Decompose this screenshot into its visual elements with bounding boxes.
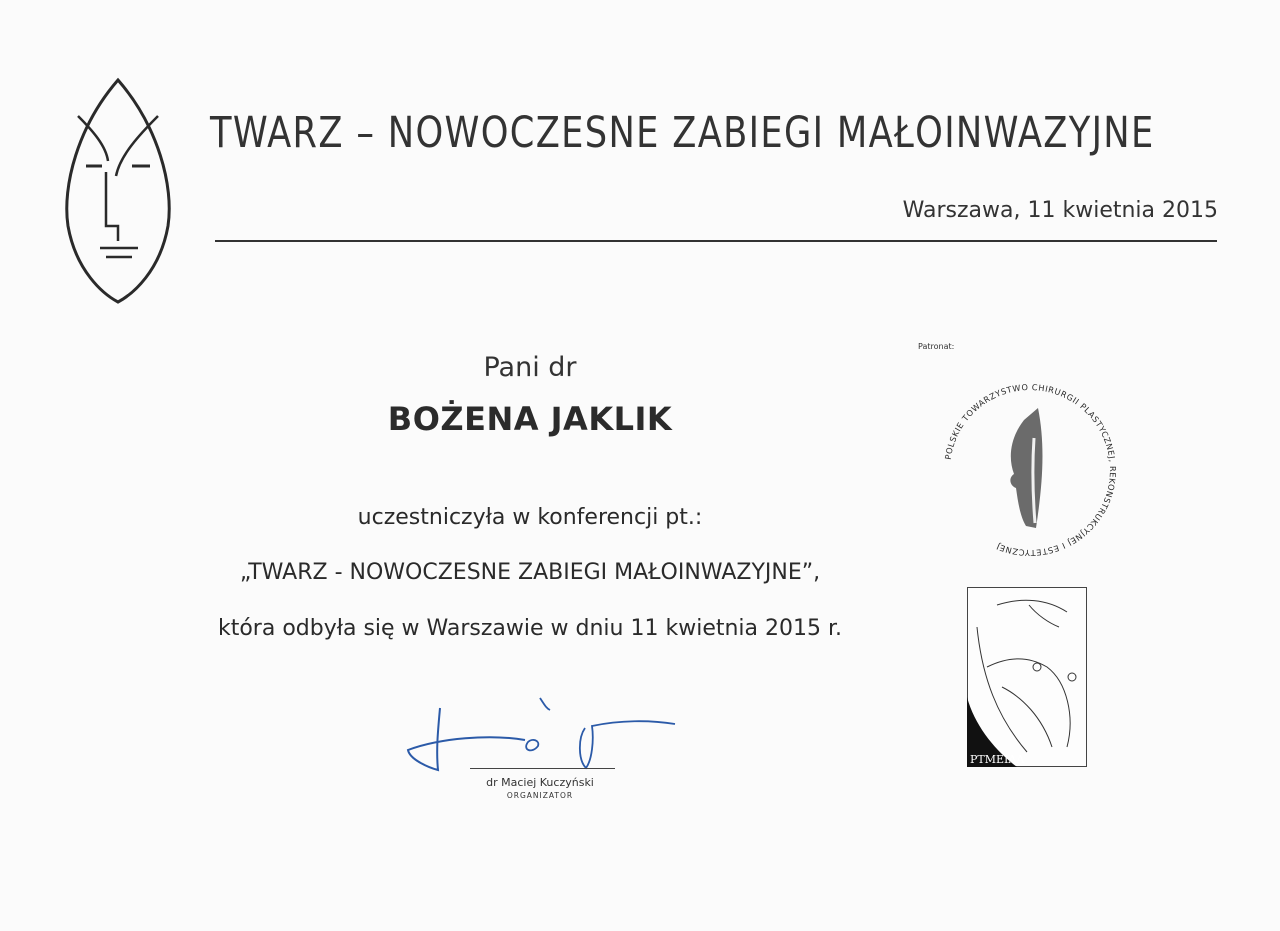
svg-text:PTMEIAA: PTMEIAA bbox=[970, 753, 1025, 766]
svg-text:POLSKIE TOWARZYSTWO CHIRURGII: POLSKIE TOWARZYSTWO CHIRURGII PLASTYCZNEJ, REKONSTRUKCYJNEJ I ESTETYCZNEJ bbox=[942, 381, 1119, 559]
ptmeiaa-figure-icon bbox=[967, 587, 1087, 767]
participation-statement: uczestniczyła w konferencji pt.: bbox=[357, 505, 703, 530]
recipient-name: BOŻENA JAKLIK bbox=[387, 400, 673, 438]
event-title: TWARZ – NOWOCZESNE ZABIEGI MAŁOINWAZYJNE bbox=[210, 108, 1155, 158]
conference-title: „TWARZ - NOWOCZESNE ZABIEGI MAŁOINWAZYJNE”, bbox=[239, 560, 821, 585]
conference-details: która odbyła się w Warszawie w dniu 11 kwietnia 2015 r. bbox=[217, 616, 843, 641]
pTChPRiE-seal-icon bbox=[938, 378, 1122, 562]
salutation: Pani dr bbox=[483, 352, 577, 383]
handwritten-signature bbox=[400, 690, 690, 780]
header-divider bbox=[215, 240, 1217, 242]
face-leaf-icon bbox=[58, 76, 178, 306]
patronage-label: Patronat: bbox=[918, 342, 955, 351]
signature-line bbox=[470, 768, 615, 769]
signer-role: ORGANIZATOR bbox=[506, 791, 574, 800]
signer-name: dr Maciej Kuczyński bbox=[486, 776, 594, 789]
place-date: Warszawa, 11 kwietnia 2015 bbox=[902, 198, 1218, 223]
